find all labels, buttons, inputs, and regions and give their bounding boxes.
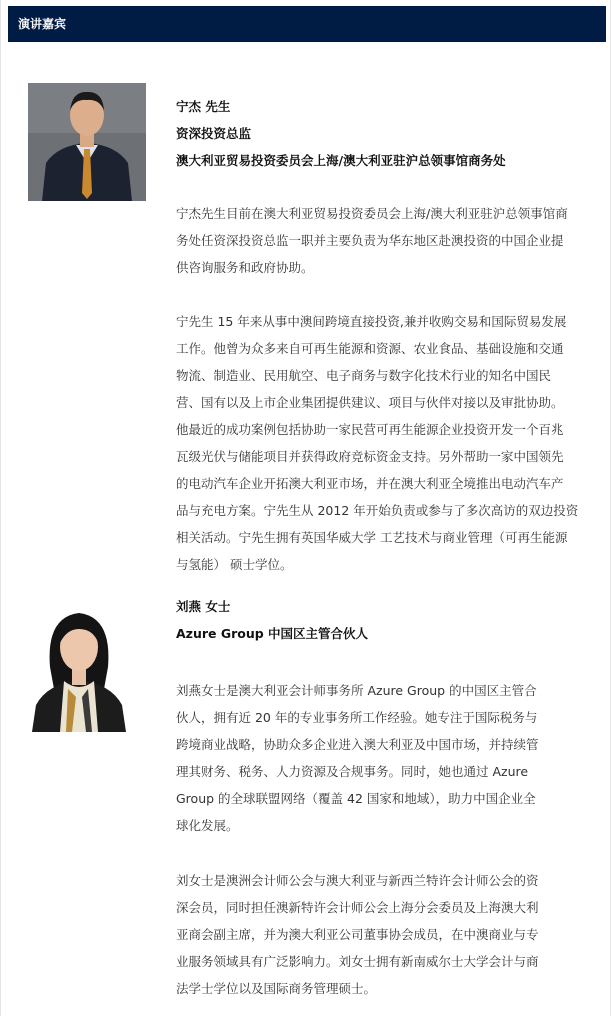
bio-line: 宁先生 15 年来从事中澳间跨境直接投资,兼并收购交易和国际贸易发展: [176, 314, 567, 329]
bio-line: 的电动汽车企业开拓澳大利亚市场，并在澳大利亚全境推出电动汽车产: [176, 476, 564, 491]
bio-line: 跨境商业战略，协助众多企业进入澳大利亚及中国市场，并持续管: [176, 737, 539, 752]
bio-line: 他最近的成功案例包括协助一家民营可再生能源企业投资开发一个百兆: [176, 422, 564, 437]
speaker-bio-paragraph: [176, 677, 606, 839]
bio-line: 工作。他曾为众多来自可再生能源和资源、农业食品、基础设施和交通: [176, 341, 564, 356]
bio-line: 务处任资深投资总监一职并主要负责为华东地区赴澳投资的中国企业提: [176, 233, 564, 248]
speaker-bio-paragraph: [176, 867, 606, 1002]
bio-line: 宁杰先生目前在澳大利亚贸易投资委员会上海/澳大利亚驻沪总领事馆商: [176, 206, 568, 221]
bio-line: 供咨询服务和政府协助。: [176, 260, 314, 275]
speaker-block-liu-yan: [176, 593, 606, 647]
speaker-organization: 澳大利亚贸易投资委员会上海/澳大利亚驻沪总领事馆商务处: [176, 153, 506, 168]
bio-line: 理其财务、税务、人力资源及合规事务。同时，她也通过 Azure: [176, 764, 529, 779]
bio-line: 刘女士是澳洲会计师公会与澳大利亚与新西兰特许会计师公会的资: [176, 873, 539, 888]
bio-line: 深会员，同时担任澳新特许会计师公会上海分会委员及上海澳大利: [176, 900, 539, 915]
bio-line: 品与充电方案。宁先生从 2012 年开始负责或参与了多次高访的双边投资: [176, 503, 579, 518]
bio-line: 营、国有以及上市企业集团提供建议、项目与伙伴对接以及审批协助。: [176, 395, 564, 410]
bio-line: Group 的全球联盟网络（覆盖 42 国家和地域），助力中国企业全: [176, 791, 536, 806]
speaker-name: 宁杰 先生: [176, 99, 231, 114]
bio-line: 伙人，拥有近 20 年的专业事务所工作经验。她专注于国际税务与: [176, 710, 538, 725]
speaker-name: 刘燕 女士: [176, 599, 231, 614]
bio-line: 业服务领域具有广泛影响力。刘女士拥有新南威尔士大学会计与商: [176, 954, 539, 969]
bio-line: 刘燕女士是澳大利亚会计师事务所 Azure Group 的中国区主管合: [176, 683, 537, 698]
bio-line: 物流、制造业、民用航空、电子商务与数字化技术行业的知名中国民: [176, 368, 552, 383]
speaker-bio-paragraph: [176, 200, 606, 281]
bio-line: 球化发展。: [176, 818, 239, 833]
speaker-photo-ning-jie: [28, 83, 146, 201]
speaker-block-ning-jie: [176, 93, 606, 174]
speaker-role: Azure Group 中国区主管合伙人: [176, 626, 369, 641]
bio-line: 与氢能） 硕士学位。: [176, 557, 293, 572]
speaker-role: 资深投资总监: [176, 126, 252, 141]
speaker-bio-paragraph: [176, 308, 606, 578]
bio-line: 亚商会副主席，并为澳大利亚公司董事协会成员，在中澳商业与专: [176, 927, 539, 942]
bio-line: 法学士学位以及国际商务管理硕士。: [176, 981, 377, 996]
bio-line: 相关活动。宁先生拥有英国华威大学 工艺技术与商业管理（可再生能源: [176, 530, 568, 545]
speaker-photo-liu-yan: [28, 597, 130, 732]
section-header: [8, 6, 606, 42]
section-title: 演讲嘉宾: [18, 17, 67, 31]
bio-line: 瓦级光伏与储能项目并获得政府竞标资金支持。另外帮助一家中国领先: [176, 449, 564, 464]
